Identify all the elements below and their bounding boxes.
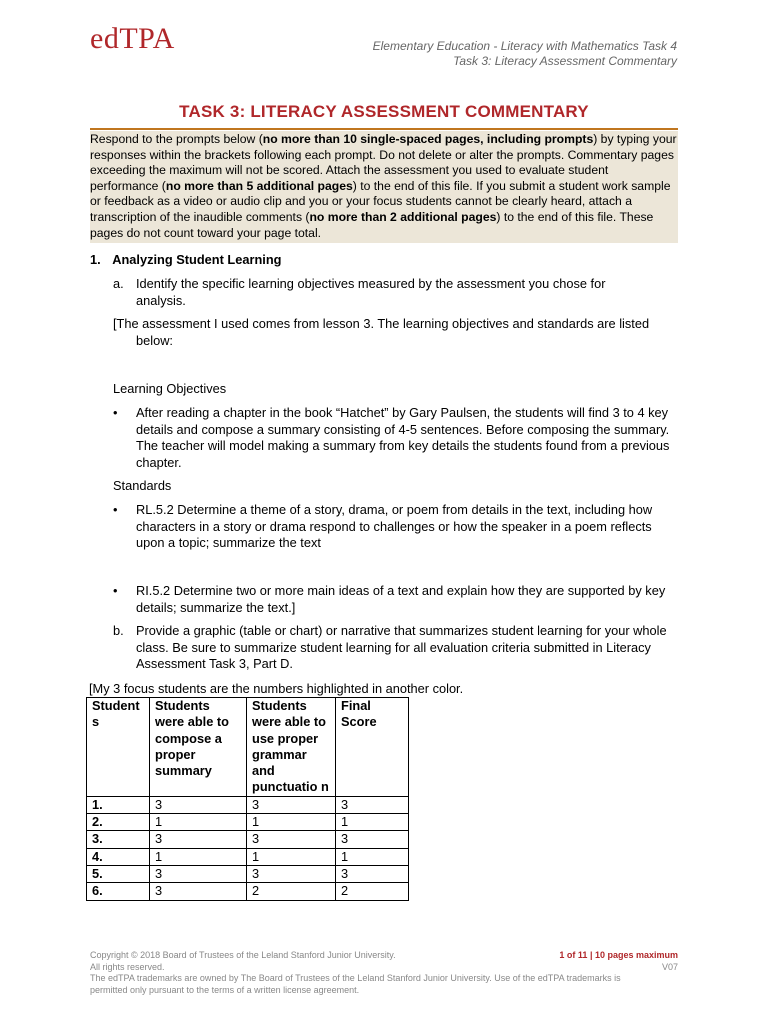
- cell-grammar: 1: [247, 848, 336, 865]
- cell-final: 3: [336, 831, 409, 848]
- objectives-label: Learning Objectives: [113, 381, 227, 396]
- instr-bold-2: no more than 5 additional pages: [165, 178, 353, 193]
- table-header-row: [87, 698, 409, 797]
- instr-bold-3: no more than 2 additional pages: [309, 209, 497, 224]
- cell-grammar: 3: [247, 796, 336, 813]
- instr-text-1: Respond to the prompts below (: [90, 132, 263, 146]
- cell-student: 3.: [87, 831, 150, 848]
- cell-student: 4.: [87, 848, 150, 865]
- version-label: V07: [661, 962, 678, 972]
- cell-grammar: 3: [247, 831, 336, 848]
- col-header-summary: Students were able to compose a proper summary: [150, 698, 247, 797]
- cell-final: 2: [336, 883, 409, 900]
- student-scores-table: [86, 697, 409, 901]
- standards-label: Standards: [113, 478, 172, 493]
- col-header-final-score: Final Score: [336, 698, 409, 797]
- header-line-1: Elementary Education - Literacy with Mathematics Task 4: [372, 39, 677, 53]
- table-row: [87, 883, 409, 900]
- col-header-grammar: Students were able to use proper grammar and punctuatio n: [247, 698, 336, 797]
- standard-item: [113, 502, 675, 552]
- section-number: 1.: [90, 252, 101, 267]
- instr-text-2: ) by typing your responses within the brackets following each prompt. Do not delete or alter the prompts. Commentary pages exceeding the maximum will not be scored. Attach the assessment you used to evaluate student performance (: [90, 132, 677, 193]
- cell-student: 2.: [87, 814, 150, 831]
- cell-student: 5.: [87, 865, 150, 882]
- response-intro-text: [The assessment I used comes from lesson 3. The learning objectives and standards are listed below:: [113, 316, 650, 348]
- table-row: [87, 831, 409, 848]
- col-header-student: Student s: [87, 698, 150, 797]
- cell-summary: 3: [150, 865, 247, 882]
- cell-student: 1.: [87, 796, 150, 813]
- cell-final: 3: [336, 796, 409, 813]
- page-title: TASK 3: LITERACY ASSESSMENT COMMENTARY: [179, 102, 589, 121]
- table-row: [87, 814, 409, 831]
- cell-summary: 1: [150, 814, 247, 831]
- instr-text-3: ) to the end of this file. If you submit a student work sample or feedback as a video or audio clip and you or your focus students cannot be clearly heard, attach a transcription of the inaudible comments (: [90, 178, 671, 224]
- objective-text: After reading a chapter in the book “Hatchet” by Gary Paulsen, the students will find 3 to 4 key details and compose a summary consisting of 4-5 sentences. Before composing the summary. The teacher will model making a summary from key details the students found from a previous chapter.: [136, 405, 670, 470]
- footer-rights: All rights reserved.: [90, 961, 165, 972]
- cell-grammar: 3: [247, 865, 336, 882]
- header-line-2: Task 3: Literacy Assessment Commentary: [453, 54, 677, 68]
- standard-2-text: RI.5.2 Determine two or more main ideas of a text and explain how they are supported by key details; summarize the text.]: [136, 583, 666, 615]
- title-divider: [90, 128, 678, 130]
- footer-trademark: The edTPA trademarks are owned by The Board of Trustees of the Leland Stanford Junior University. Use of the edTPA trademarks is permitted only pursuant to the terms of a written license agreement.: [90, 973, 621, 995]
- cell-summary: 3: [150, 883, 247, 900]
- prompt-a: [113, 276, 653, 309]
- edtpa-logo: edTPA: [90, 22, 175, 55]
- section-1-heading: [90, 252, 680, 269]
- instr-text-4: ) to the end of this file. These pages do not count toward your page total.: [90, 209, 654, 240]
- cell-final: 1: [336, 814, 409, 831]
- cell-student: 6.: [87, 883, 150, 900]
- table-intro: [My 3 focus students are the numbers highlighted in another color.: [89, 681, 464, 696]
- standard-1-text: RL.5.2 Determine a theme of a story, drama, or poem from details in the text, including how characters in a story or drama respond to challenges or how the speaker in a poem reflects upon a topic; summarize the text: [136, 502, 653, 550]
- cell-grammar: 1: [247, 814, 336, 831]
- objective-item: [113, 405, 673, 471]
- bullet: •: [113, 583, 118, 598]
- cell-final: 3: [336, 865, 409, 882]
- instr-bold-1: no more than 10 single-spaced pages, including prompts: [262, 132, 594, 146]
- cell-final: 1: [336, 848, 409, 865]
- prompt-b-marker: b.: [113, 623, 124, 638]
- section-heading: Analyzing Student Learning: [112, 252, 282, 267]
- footer-copyright: Copyright © 2018 Board of Trustees of the Leland Stanford Junior University.: [90, 950, 396, 960]
- instructions-box: [90, 131, 678, 243]
- prompt-b-text: Provide a graphic (table or chart) or narrative that summarizes student learning for your whole class. Be sure to summarize student learning for all evaluation criteria submitted in Literacy Assessment Task 3, Part D.: [136, 623, 667, 671]
- cell-summary: 3: [150, 796, 247, 813]
- running-header: [373, 39, 677, 69]
- prompt-b: [113, 623, 673, 673]
- bullet: •: [113, 405, 118, 420]
- bullet: •: [113, 502, 118, 517]
- table-row: [87, 865, 409, 882]
- prompt-a-text: Identify the specific learning objectives measured by the assessment you chose for analysis.: [136, 276, 606, 308]
- table-row: [87, 796, 409, 813]
- standard-item: [113, 583, 673, 616]
- response-intro: [113, 316, 673, 349]
- cell-grammar: 2: [247, 883, 336, 900]
- cell-summary: 1: [150, 848, 247, 865]
- prompt-a-marker: a.: [113, 276, 124, 291]
- page-count: 1 of 11 | 10 pages maximum: [559, 950, 678, 960]
- table-row: [87, 848, 409, 865]
- cell-summary: 3: [150, 831, 247, 848]
